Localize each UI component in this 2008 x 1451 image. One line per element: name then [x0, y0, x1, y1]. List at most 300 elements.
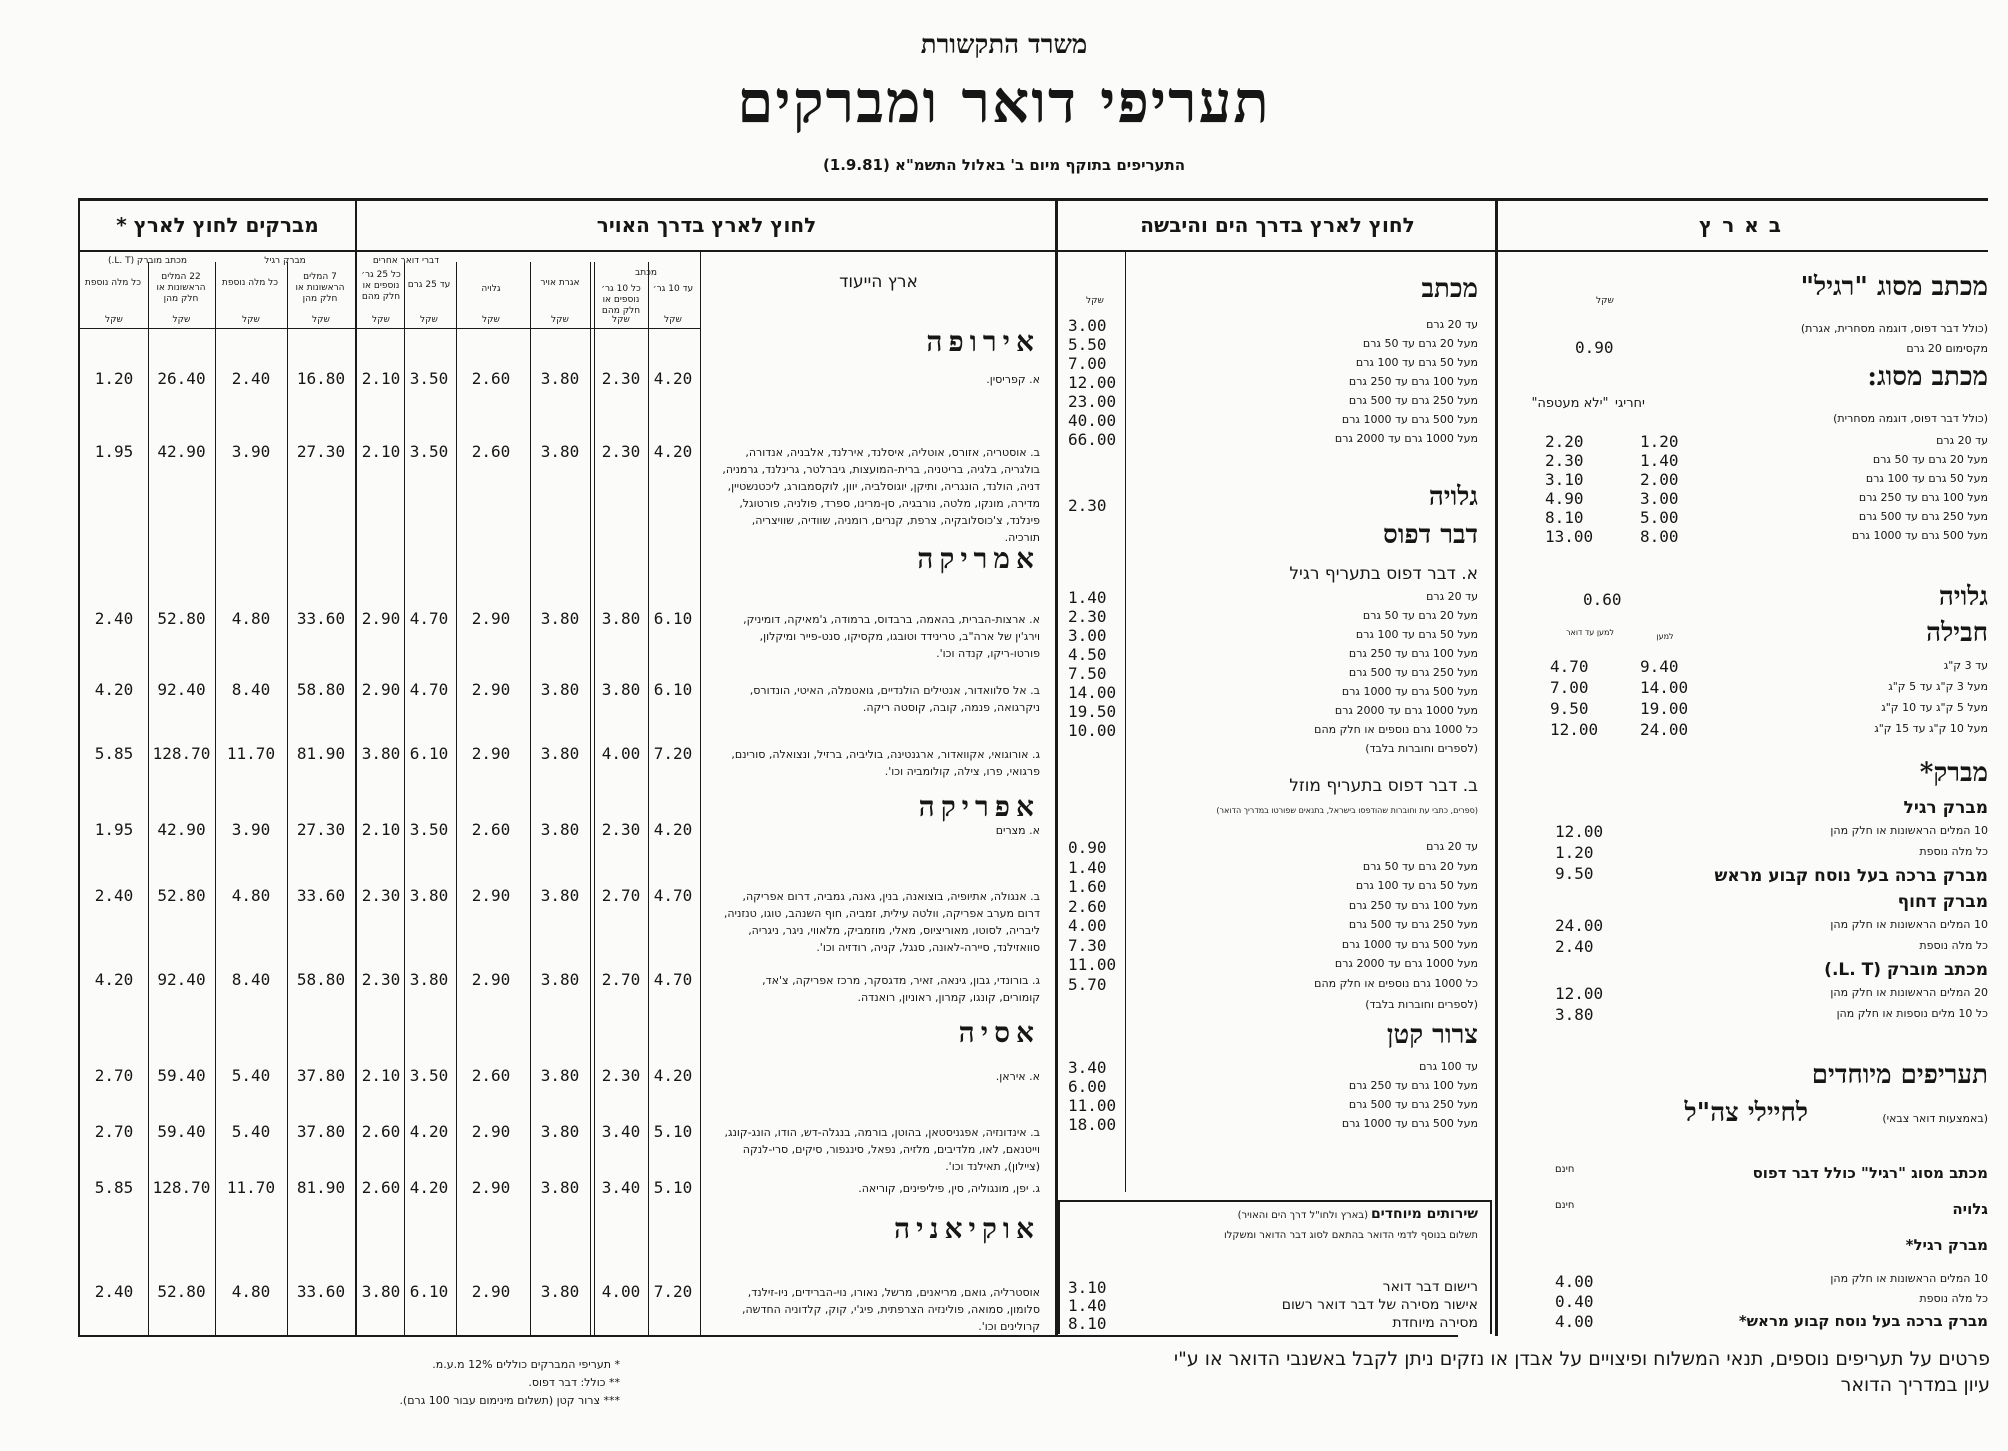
- domestic-telegram-row-price: 1.20: [1555, 843, 1594, 862]
- tele-rate-cell: 33.60: [296, 886, 346, 905]
- tele-rate-cell: 59.40: [157, 1066, 206, 1085]
- domestic-type-row-label: מעל 100 גרם עד 250 גרם: [1858, 491, 1988, 504]
- sea-print-b-row-price: 2.60: [1068, 896, 1107, 916]
- tele-rate-cell: 58.80: [296, 680, 346, 699]
- tele-lt-first-head: 22 המלים הראשונות או חלק מהן: [156, 272, 206, 304]
- domestic-type-row-label: מעל 50 גרם עד 100 גרם: [1865, 472, 1988, 485]
- sea-print-b-row-price: 4.00: [1068, 916, 1107, 935]
- air-rate-cell: 2.10: [361, 820, 401, 839]
- sea-letter-row-price: 5.50: [1068, 335, 1107, 354]
- sea-print-a-row-label: מעל 250 גרם עד 500 גרם: [1348, 666, 1478, 679]
- air-rate-cell: 3.50: [409, 442, 449, 461]
- domestic-telegram-row-label: מכתב מוברק (L. T.): [1824, 960, 1988, 980]
- air-letter-head: מכתב: [635, 268, 657, 278]
- tele-rate-cell: 2.40: [94, 609, 134, 628]
- sea-postcard-price: 2.30: [1068, 496, 1107, 515]
- air-rate-cell: 3.80: [540, 1122, 580, 1141]
- sea-print-a-row-price: 2.30: [1068, 607, 1107, 626]
- tele-reg-first-head: 7 המלים הראשונות או חלק מהן: [295, 272, 345, 304]
- air-country-group: ג. יפן, מונגוליה, סין, פיליפינים, קוריאה.: [858, 1182, 1040, 1195]
- sea-print-b-note: (ספרים, כתבי עת וחוברות שהודפסו בישראל, בתנאים שפורטו במדריך הדואר): [1216, 806, 1478, 815]
- sea-packet-row-price: 3.40: [1068, 1058, 1107, 1077]
- column-divider: [148, 262, 149, 1336]
- tele-rate-cell: 2.40: [94, 1282, 134, 1301]
- sea-packet-row-price: 11.00: [1068, 1096, 1117, 1115]
- air-rate-cell: 2.60: [361, 1178, 401, 1197]
- domestic-parcel-row-price-b: 12.00: [1550, 720, 1599, 739]
- domestic-regular-price: 0.90: [1575, 338, 1614, 357]
- domestic-special-row-label: מברק ברכה בעל נוסח קבוע מראש*: [1738, 1312, 1988, 1330]
- air-rate-cell: 2.30: [361, 970, 401, 989]
- section-domestic: בארץ: [1698, 213, 1792, 237]
- domestic-parcel-row-price-b: 4.70: [1550, 657, 1589, 676]
- domestic-type-row-price-b: 2.30: [1545, 451, 1584, 470]
- domestic-type-row-price-a: 3.00: [1640, 489, 1679, 508]
- sea-letter-row-label: מעל 250 גרם עד 500 גרם: [1348, 394, 1478, 407]
- domestic-type-note: (כולל דבר דפוס, דוגמה מסחרית): [1833, 412, 1988, 425]
- tele-rate-cell: 2.40: [231, 369, 271, 388]
- domestic-special-row-label: מברק רגיל*: [1905, 1236, 1988, 1254]
- tele-rate-cell: 4.80: [231, 1282, 271, 1301]
- air-country-group: א. איראן.: [995, 1070, 1040, 1083]
- air-rate-cell: 2.30: [601, 820, 641, 839]
- footer-note-2: ** כולל: דבר דפוס.: [528, 1376, 620, 1389]
- sea-print-b-row-label: מעל 20 גרם עד 50 גרם: [1362, 859, 1478, 873]
- tele-rate-cell: 3.90: [231, 442, 271, 461]
- bottom-rule: [78, 1335, 1458, 1337]
- sea-unit: שקל: [1086, 296, 1104, 306]
- domestic-special-title1: תעריפים מיוחדים: [1811, 1060, 1988, 1090]
- domestic-type-row-price-a: 1.20: [1640, 432, 1679, 451]
- divider-air-sea: [1055, 198, 1058, 1336]
- sea-print-a-row-label: כל 1000 גרם נוספים או חלק מהם: [1314, 723, 1478, 736]
- domestic-type-col1-head: "ילא מעטפה": [1531, 396, 1609, 411]
- sea-print-b-row-label: מעל 1000 גרם עד 2000 גרם: [1334, 957, 1478, 970]
- air-other-b-head: כל 25 גר׳ נוספים או חלק מהם: [361, 270, 401, 302]
- domestic-special-row-price: 4.00: [1555, 1312, 1594, 1331]
- domestic-special-row-label: כל מלה נוספת: [1919, 1292, 1988, 1305]
- domestic-parcel-col2-head: למען עד דואר: [1565, 628, 1615, 637]
- air-letter-a-head: עד 10 גר׳: [652, 284, 694, 294]
- air-country-group: ג. אורוגואי, אקוואדור, ארגנטינה, בוליביה, ברזיל, ונצואלה, סורינם, פרגואי, פרו, צילה, קולומביה וכו'.: [731, 748, 1040, 778]
- footer-note-3: *** צרור קטן (תשלום מינימום עבור 100 גרם).: [399, 1394, 620, 1407]
- sea-print-b-row-price: 1.60: [1068, 877, 1107, 896]
- air-rate-cell: 3.50: [409, 820, 449, 839]
- air-rate-cell: 4.70: [409, 680, 449, 699]
- sea-print-b-row-price: 11.00: [1068, 955, 1117, 974]
- sea-print-b-title: ב. דבר דפוס בתעריף מוזל: [1289, 776, 1478, 796]
- air-rate-cell: 3.80: [540, 744, 580, 763]
- air-region-title: אפריקה: [918, 790, 1040, 823]
- sea-service-row-price: 3.10: [1068, 1278, 1107, 1297]
- sea-postcard-title: גלויה: [1428, 482, 1478, 512]
- air-rate-cell: 3.80: [601, 680, 641, 699]
- sea-letter-row-price: 23.00: [1068, 392, 1117, 411]
- sea-service-row-price: 1.40: [1068, 1296, 1107, 1315]
- services-title: שירותים מיוחדים: [1370, 1206, 1478, 1222]
- tele-rate-cell: 3.90: [231, 820, 271, 839]
- sea-print-b-row-label: מעל 500 גרם עד 1000 גרם: [1341, 937, 1478, 951]
- air-country-group: א. מצרים: [995, 824, 1040, 837]
- column-divider: [594, 262, 595, 1336]
- domestic-telegram-row-price: 9.50: [1555, 864, 1594, 883]
- air-rate-cell: 4.20: [409, 1122, 449, 1141]
- sea-print-b-note2: (לספרים וחוברות בלבד): [1365, 998, 1478, 1011]
- air-rate-cell: 4.20: [653, 442, 693, 461]
- air-postcard-head: גלויה: [481, 284, 501, 294]
- tele-rate-cell: 42.90: [157, 442, 206, 461]
- air-rate-cell: 7.20: [653, 1282, 693, 1301]
- sea-packet-row-label: עד 100 גרם: [1419, 1060, 1478, 1073]
- domestic-parcel-col1-head: למען: [1656, 632, 1674, 641]
- air-rate-cell: 2.90: [471, 1178, 511, 1197]
- tele-rate-cell: 52.80: [157, 1282, 206, 1301]
- tele-lt-each-head: כל מלה נוספת: [84, 278, 142, 288]
- air-dest-header: ארץ הייעוד: [839, 272, 918, 292]
- air-rate-cell: 2.90: [471, 744, 511, 763]
- air-country-group: ג. בורונדי, גבון, גינאה, זאיר, מדגסקר, מרכז אפריקה, צ'אד, קומורים, קונגו, קמרון, ראוניון, רואנדה.: [762, 974, 1040, 1004]
- divider-sea-domestic: [1495, 198, 1498, 1336]
- ministry-name: משרד התקשורת: [920, 30, 1088, 60]
- domestic-type-row-price-a: 2.00: [1640, 470, 1679, 489]
- air-region-title: אוקיאניה: [894, 1212, 1040, 1245]
- domestic-type-col2-head: יחריגי: [1615, 396, 1645, 411]
- domestic-telegram-row-label: מברק רגיל: [1903, 798, 1988, 818]
- sea-letter-row-price: 12.00: [1068, 373, 1117, 392]
- tele-lt-head: מכתב מוברק (L. T.): [107, 256, 188, 266]
- section-air: לחוץ לארץ בדרך האויר: [596, 213, 817, 237]
- air-rate-cell: 3.80: [540, 970, 580, 989]
- tele-rate-cell: 81.90: [296, 744, 346, 763]
- air-rate-cell: 3.80: [409, 886, 449, 905]
- air-rate-cell: 3.80: [540, 609, 580, 628]
- sea-letter-row-label: מעל 50 גרם עד 100 גרם: [1355, 356, 1478, 369]
- sea-letter-row-label: מעל 1000 גרם עד 2000 גרם: [1334, 432, 1478, 445]
- air-rate-cell: 2.30: [601, 369, 641, 388]
- column-divider: [456, 262, 457, 1336]
- sea-service-row-label: אישור מסירה של דבר דואר רשום: [1281, 1297, 1478, 1313]
- air-rate-cell: 4.00: [601, 1282, 641, 1301]
- domestic-type-row-label: מעל 500 גרם עד 1000 גרם: [1851, 529, 1988, 542]
- divider-air-dest: [700, 250, 701, 1336]
- sea-print-b-row-label: מעל 250 גרם עד 500 גרם: [1348, 918, 1478, 931]
- domestic-special-title2: לחיילי צה"ל: [1684, 1098, 1808, 1128]
- air-unit-label: שקל: [612, 315, 630, 325]
- tele-rate-cell: 4.80: [231, 886, 271, 905]
- domestic-telegram-row-price: 24.00: [1555, 916, 1604, 935]
- air-rate-cell: 7.20: [653, 744, 693, 763]
- tele-rate-cell: 11.70: [226, 1178, 276, 1197]
- air-rate-cell: 3.40: [601, 1178, 641, 1197]
- domestic-type-row-label: עד 20 גרם: [1936, 434, 1988, 447]
- section-sea: לחוץ לארץ בדרך הים והיבשה: [1140, 213, 1415, 237]
- sea-print-a-title: א. דבר דפוס בתעריף רגיל: [1289, 564, 1478, 584]
- domestic-telegram-row-label: מברק דחוף: [1897, 892, 1988, 912]
- air-rate-cell: 2.60: [471, 442, 511, 461]
- domestic-parcel-title: חבילה: [1926, 618, 1988, 648]
- sea-print-b-row-label: כל 1000 גרם נוספים או חלק מהם: [1314, 976, 1478, 990]
- air-rate-cell: 2.90: [471, 609, 511, 628]
- tele-rate-cell: 5.40: [231, 1122, 271, 1141]
- sea-price-divider: [1125, 252, 1126, 1192]
- domestic-regular-note: (כולל דבר דפוס, דוגמה מסחרית, אגרת): [1800, 322, 1988, 335]
- air-rate-cell: 2.10: [361, 1066, 401, 1085]
- sea-print-a-row-price: 3.00: [1068, 626, 1107, 645]
- tele-rate-cell: 8.40: [231, 680, 271, 699]
- tele-rate-cell: 16.80: [296, 369, 346, 388]
- tele-rate-cell: 128.70: [152, 744, 211, 763]
- air-rate-cell: 2.70: [601, 886, 641, 905]
- air-rate-cell: 2.30: [601, 1066, 641, 1085]
- tele-rate-cell: 1.95: [94, 820, 134, 839]
- air-rate-cell: 2.90: [361, 680, 401, 699]
- sea-letter-row-label: מעל 500 גרם עד 1000 גרם: [1341, 413, 1478, 426]
- tele-rate-cell: 33.60: [296, 609, 346, 628]
- sea-service-row-price: 8.10: [1068, 1314, 1107, 1333]
- domestic-type-row-price-a: 8.00: [1640, 527, 1679, 546]
- air-rate-cell: 4.00: [601, 744, 641, 763]
- tele-rate-cell: 33.60: [296, 1282, 346, 1301]
- tele-rate-cell: 4.20: [94, 970, 134, 989]
- sea-packet-row-price: 6.00: [1068, 1077, 1107, 1096]
- domestic-type-row-price-b: 2.20: [1545, 432, 1584, 451]
- column-divider: [287, 262, 288, 1336]
- air-rate-cell: 2.10: [361, 442, 401, 461]
- sea-print-b-row-price: 7.30: [1068, 935, 1107, 955]
- air-rate-cell: 4.20: [653, 820, 693, 839]
- sea-service-row-label: מסירה מיוחדת: [1392, 1315, 1478, 1331]
- tele-rate-cell: 11.70: [226, 744, 276, 763]
- sea-packet-row-label: מעל 250 גרם עד 500 גרם: [1348, 1098, 1478, 1111]
- sea-packet-row-label: מעל 100 גרם עד 250 גרם: [1348, 1079, 1478, 1092]
- domestic-special-row-label: גלויה: [1952, 1200, 1988, 1218]
- tele-rate-cell: 2.70: [94, 1122, 134, 1141]
- tele-rate-cell: 92.40: [157, 970, 206, 989]
- tele-rate-cell: 27.30: [296, 820, 346, 839]
- section-header-rule: [78, 250, 1988, 252]
- air-other-a-head: עד 25 גרם: [407, 280, 451, 290]
- sea-print-b-row-price: 1.40: [1068, 857, 1107, 877]
- domestic-special-row-price: חינם: [1555, 1200, 1575, 1211]
- air-unit-label: שקל: [372, 315, 390, 325]
- sea-print-a-row-price: 10.00: [1068, 721, 1117, 740]
- top-rule: [78, 198, 1988, 201]
- tele-rate-cell: 2.70: [94, 1066, 134, 1085]
- sea-print-b-row-label: מעל 50 גרם עד 100 גרם: [1355, 879, 1478, 892]
- domestic-type-title: מכתב מסוג:: [1867, 362, 1988, 392]
- sea-print-title: דבר דפוס: [1383, 520, 1478, 550]
- footer-note-1: * תעריפי המברקים כוללים 12% מ.ע.מ.: [432, 1358, 620, 1371]
- air-country-group: אוסטרליה, גואם, מריאנים, מרשל, נאורו, נוי-הברידים, ניו-זילנד, סלומון, סמואה, פולינזיה הצרפתית, פיג'י, קוק, קלדוניה החדשה, קרולינים וכו'.: [741, 1286, 1040, 1333]
- domestic-telegram-row-label: מברק ברכה בעל נוסח קבוע מראש: [1714, 866, 1988, 886]
- air-rate-cell: 3.80: [540, 442, 580, 461]
- tele-rate-cell: 37.80: [296, 1066, 346, 1085]
- air-region-title: אסיה: [958, 1016, 1040, 1049]
- sea-print-a-note: (לספרים וחוברות בלבד): [1365, 742, 1478, 755]
- domestic-telegram-row-price: 3.80: [1555, 1005, 1594, 1024]
- air-region-title: אמריקה: [917, 542, 1040, 575]
- sea-print-a-row-price: 7.50: [1068, 664, 1107, 683]
- domestic-telegram-row-label: כל מלה נוספת: [1919, 845, 1988, 858]
- sea-print-b-row-label: עד 20 גרם: [1426, 840, 1478, 853]
- air-rate-cell: 6.10: [409, 744, 449, 763]
- air-unit-label: שקל: [482, 315, 500, 325]
- sea-service-row-label: רישום דבר דואר: [1382, 1279, 1478, 1295]
- air-rate-cell: 2.90: [471, 680, 511, 699]
- column-divider: [590, 262, 591, 1336]
- domestic-type-row-price-a: 5.00: [1640, 508, 1679, 527]
- air-rate-cell: 3.80: [540, 820, 580, 839]
- sea-letter-row-price: 3.00: [1068, 316, 1107, 335]
- tele-rate-cell: 37.80: [296, 1122, 346, 1141]
- sea-print-a-row-label: מעל 20 גרם עד 50 גרם: [1362, 609, 1478, 622]
- domestic-type-row-label: מעל 250 גרם עד 500 גרם: [1858, 510, 1988, 523]
- services-note2: תשלום בנוסף לדמי הדואר בהתאם לסוג דבר הדואר ומשקלו: [1223, 1230, 1478, 1241]
- domestic-postcard-title: גלויה: [1938, 582, 1988, 612]
- domestic-special-row-label: מכתב מסוג "רגיל" כולל דבר דפוס: [1752, 1164, 1988, 1182]
- air-region-title: אירופה: [926, 325, 1040, 358]
- sea-print-a-row-label: מעל 50 גרם עד 100 גרם: [1355, 628, 1478, 641]
- air-unit-label: שקל: [664, 315, 682, 325]
- air-rate-cell: 2.90: [471, 1122, 511, 1141]
- section-telegrams: מברקים לחוץ לארץ *: [116, 213, 319, 237]
- tele-rate-cell: 2.40: [94, 886, 134, 905]
- air-rate-cell: 4.20: [409, 1178, 449, 1197]
- domestic-special-row-price: 4.00: [1555, 1272, 1594, 1291]
- domestic-parcel-row-label: מעל 5 ק"ג עד 10 ק"ג: [1881, 701, 1988, 714]
- air-rate-cell: 4.70: [653, 886, 693, 905]
- sea-packet-row-price: 18.00: [1068, 1115, 1117, 1134]
- air-rate-cell: 2.90: [471, 1282, 511, 1301]
- air-unit-label: שקל: [105, 315, 123, 325]
- air-rate-cell: 4.20: [653, 369, 693, 388]
- domestic-type-row-price-b: 8.10: [1545, 508, 1584, 527]
- sea-letter-row-label: עד 20 גרם: [1426, 318, 1478, 331]
- air-rate-cell: 5.10: [653, 1122, 693, 1141]
- services-note: (בארץ ולחו"ל דרך הים והאויר): [1237, 1210, 1368, 1221]
- air-unit-label: שקל: [312, 315, 330, 325]
- air-country-group: ב. אוסטריה, אזורס, אוטליה, איסלנד, אירלנד, אלבניה, אנדורה, בולגריה, בלגיה, בריטניה, ברית-המועצות, גיברלטר, גרינלנד, גרמניה, דניה, הולנד, הונגריה, ותיקן, יוגוסלביה, יוון, לוקסמבורג, ליכטנשטיין, מדירה, מונקו, מלטה, נורבגיה, סן-מרינו, ספרד, פולניה, פורטוגל, פינלנד, צ'כוסלובקיה, צרפת, קנרים, רומניה, שוודיה, שוויצריה, תורכיה.: [722, 446, 1040, 544]
- domestic-special-note: (באמצעות דואר צבאי): [1882, 1112, 1988, 1125]
- sea-print-a-row-price: 4.50: [1068, 645, 1107, 664]
- air-rate-cell: 3.80: [540, 886, 580, 905]
- domestic-telegram-row-price: 2.40: [1555, 937, 1594, 956]
- air-rate-cell: 4.20: [653, 1066, 693, 1085]
- domestic-type-row-price-b: 4.90: [1545, 489, 1584, 508]
- domestic-parcel-row-label: מעל 3 ק"ג עד 5 ק"ג: [1888, 680, 1988, 693]
- air-rate-cell: 3.80: [361, 1282, 401, 1301]
- sea-print-a-row-label: מעל 1000 גרם עד 2000 גרם: [1334, 704, 1478, 717]
- domestic-type-row-price-a: 1.40: [1640, 451, 1679, 470]
- air-rate-cell: 4.70: [409, 609, 449, 628]
- air-rate-cell: 2.70: [601, 970, 641, 989]
- sea-letter-row-price: 7.00: [1068, 354, 1107, 373]
- domestic-regular-max: מקסימום 20 גרם: [1906, 342, 1988, 355]
- sea-letter-row-label: מעל 20 גרם עד 50 גרם: [1362, 337, 1478, 350]
- air-rate-cell: 6.10: [653, 680, 693, 699]
- tele-rate-cell: 42.90: [157, 820, 206, 839]
- domestic-regular-title: מכתב מסוג "רגיל": [1800, 272, 1988, 302]
- tele-rate-cell: 26.40: [157, 369, 206, 388]
- domestic-parcel-row-label: עד 3 ק"ג: [1943, 659, 1988, 672]
- domestic-telegram-row-label: כל 10 מלים נוספות או חלק מהן: [1836, 1007, 1988, 1020]
- air-rate-cell: 2.60: [471, 820, 511, 839]
- sea-print-a-row-price: 14.00: [1068, 683, 1117, 702]
- tele-rate-cell: 8.40: [231, 970, 271, 989]
- tele-rate-cell: 5.85: [94, 1178, 134, 1197]
- domestic-telegram-row-price: 12.00: [1555, 984, 1604, 1003]
- tele-rate-cell: 4.20: [94, 680, 134, 699]
- tele-rate-cell: 27.30: [296, 442, 346, 461]
- domestic-parcel-row-price-b: 9.50: [1550, 699, 1589, 718]
- air-rate-cell: 3.80: [540, 680, 580, 699]
- domestic-telegram-row-label: 10 המלים הראשונות או חלק מהן: [1830, 918, 1988, 931]
- page-title: תעריפי דואר ומברקים: [737, 68, 1271, 136]
- domestic-special-row-label: 10 המלים הראשונות או חלק מהן: [1830, 1272, 1988, 1285]
- air-unit-label: שקל: [420, 315, 438, 325]
- domestic-type-row-price-b: 13.00: [1545, 527, 1594, 546]
- domestic-parcel-row-price-a: 19.00: [1640, 699, 1689, 718]
- air-rate-cell: 2.90: [471, 886, 511, 905]
- divider-telegram-air: [355, 198, 357, 1336]
- air-rate-cell: 2.90: [471, 970, 511, 989]
- air-rate-cell: 2.60: [361, 1122, 401, 1141]
- tele-rate-cell: 52.80: [157, 886, 206, 905]
- tele-rate-cell: 1.95: [94, 442, 134, 461]
- tele-rate-cell: 58.80: [296, 970, 346, 989]
- air-rate-cell: 2.90: [361, 609, 401, 628]
- domestic-telegram-row-label: כל מלה נוספת: [1919, 939, 1988, 952]
- air-rate-cell: 5.10: [653, 1178, 693, 1197]
- domestic-type-row-label: מעל 20 גרם עד 50 גרם: [1872, 453, 1988, 466]
- air-rate-cell: 3.40: [601, 1122, 641, 1141]
- tele-rate-cell: 52.80: [157, 609, 206, 628]
- air-country-group: ב. אל סלוואדור, אנטילים הולנדיים, גואטמלה, האיטי, הונדורס, ניקרגואה, פנמה, קובה, קוסטה ריקה.: [749, 684, 1040, 714]
- domestic-parcel-row-label: מעל 10 ק"ג עד 15 ק"ג: [1874, 722, 1988, 735]
- air-rate-cell: 2.60: [471, 369, 511, 388]
- sea-print-b-row-price: 5.70: [1068, 974, 1107, 994]
- domestic-postcard-price: 0.60: [1583, 590, 1622, 609]
- sea-letter-title: מכתב: [1421, 274, 1478, 304]
- domestic-telegram-title: מברק*: [1919, 758, 1988, 788]
- domestic-parcel-row-price-b: 7.00: [1550, 678, 1589, 697]
- air-rate-cell: 4.70: [653, 970, 693, 989]
- air-rate-cell: 2.60: [471, 1066, 511, 1085]
- tele-reg-each-head: כל מלה נוספת: [221, 278, 279, 288]
- air-country-group: ב. אינדונזיה, אפגניסטאן, בהוטן, בורמה, בנגלה-דש, הודו, הונג-קונג, וייטנאם, לאו, מלדיבים, מלזיה, נפאל, סינגפור, סיקים, סרי-לנקה (ציילון), תאילנד וכו'.: [724, 1126, 1040, 1173]
- domestic-parcel-row-price-a: 24.00: [1640, 720, 1689, 739]
- sea-print-a-row-price: 1.40: [1068, 588, 1107, 607]
- sea-print-a-row-label: מעל 100 גרם עד 250 גרם: [1348, 647, 1478, 660]
- tele-regular-head: מברק רגיל: [264, 256, 306, 266]
- tele-rate-cell: 4.80: [231, 609, 271, 628]
- tele-rate-cell: 81.90: [296, 1178, 346, 1197]
- tele-rate-cell: 59.40: [157, 1122, 206, 1141]
- air-rate-cell: 6.10: [653, 609, 693, 628]
- domestic-telegram-row-price: 12.00: [1555, 822, 1604, 841]
- air-rate-cell: 3.50: [409, 1066, 449, 1085]
- air-aerogram-head: אגרת אויר: [540, 278, 580, 288]
- sea-print-b-row-label: מעל 100 גרם עד 250 גרם: [1348, 898, 1478, 912]
- air-rate-cell: 2.30: [361, 886, 401, 905]
- sea-letter-row-price: 66.00: [1068, 430, 1117, 449]
- footer-main-note: פרטים על תעריפים נוספים, תנאי המשלוח ופיצויים על אבדן או נזקים ניתן לקבל באשנבי הדואר או ע"י עיון במדריך הדואר: [1173, 1348, 1990, 1396]
- sea-print-a-row-price: 19.50: [1068, 702, 1117, 721]
- domestic-parcel-row-price-a: 14.00: [1640, 678, 1689, 697]
- column-divider: [215, 262, 216, 1336]
- sea-packet-row-label: מעל 500 גרם עד 1000 גרם: [1341, 1117, 1478, 1130]
- air-unit-label: שקל: [172, 315, 191, 325]
